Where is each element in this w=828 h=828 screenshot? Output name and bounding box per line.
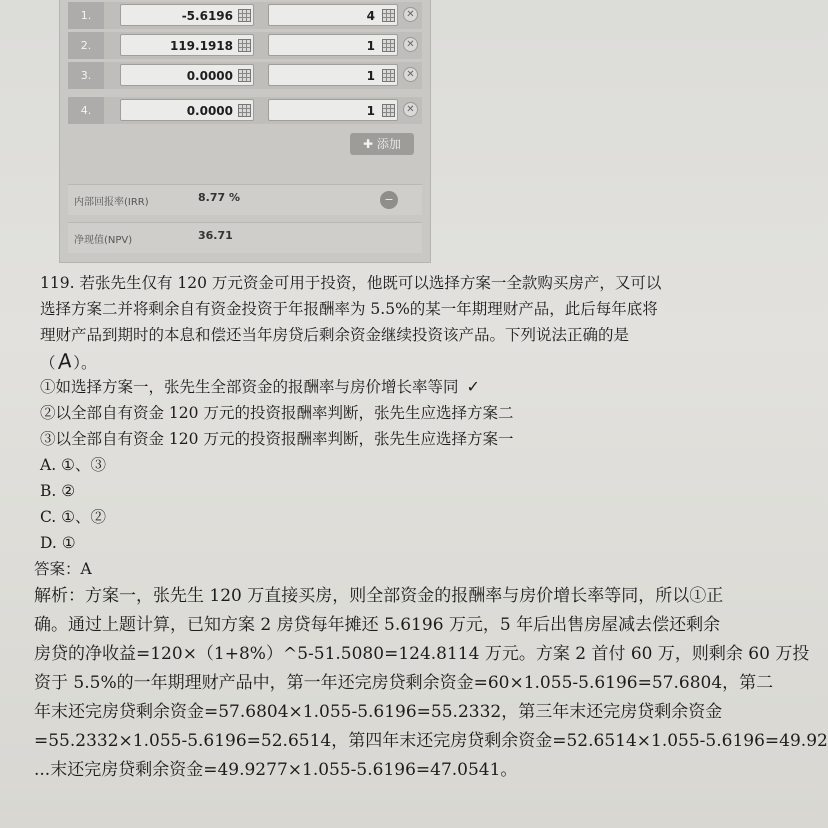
explanation-line: 房贷的净收益=120×（1+8%）^5-51.5080=124.8114 万元。方案 2 首付 60 万，则剩余 60 万投 bbox=[34, 644, 810, 664]
explanation-line: 资于 5.5%的一年期理财产品中，第一年还完房贷剩余资金=60×1.055-5.6196=57.6804，第二 bbox=[34, 673, 774, 693]
explanation-line: 年末还完房贷剩余资金=57.6804×1.055-5.6196=55.2332，第三年末还完房贷剩余资金 bbox=[34, 702, 723, 722]
explanation-line: =55.2332×1.055-5.6196=52.6514，第四年末还完房贷剩余资金=52.6514×1.055-5.6196=49.92 bbox=[34, 731, 828, 751]
cashflow-row bbox=[68, 2, 422, 29]
cashflow-row bbox=[68, 32, 422, 59]
cashflow-count-input[interactable] bbox=[268, 64, 398, 86]
explanation bbox=[34, 582, 828, 785]
statement: ②以全部自有资金 120 万元的投资报酬率判断，张先生应选择方案二 bbox=[40, 404, 514, 422]
minus-icon[interactable]: − bbox=[380, 191, 398, 209]
calculator-icon[interactable] bbox=[382, 39, 395, 52]
question-line: 理财产品到期时的本息和偿还当年房贷后剩余资金继续投资该产品。下列说法正确的是 bbox=[40, 326, 630, 344]
cashflow-count-input[interactable] bbox=[268, 34, 398, 56]
explanation-line: 解析：方案一，张先生 120 万直接买房，则全部资金的报酬率与房价增长率等同，所以①正 bbox=[34, 586, 724, 606]
option: B. ② bbox=[40, 482, 76, 500]
calculator-icon[interactable] bbox=[238, 69, 251, 82]
option: C. ①、② bbox=[40, 508, 107, 526]
cashflow-count: 1 bbox=[366, 39, 375, 53]
handwritten-answer: A bbox=[55, 348, 73, 374]
irr-result bbox=[68, 184, 422, 215]
cashflow-row bbox=[68, 62, 422, 89]
close-icon[interactable]: ✕ bbox=[403, 67, 418, 82]
close-icon[interactable]: ✕ bbox=[403, 7, 418, 22]
option: D. ① bbox=[40, 534, 76, 552]
calculator-icon[interactable] bbox=[238, 39, 251, 52]
close-icon[interactable]: ✕ bbox=[403, 37, 418, 52]
calculator-icon[interactable] bbox=[238, 9, 251, 22]
close-icon[interactable]: ✕ bbox=[403, 102, 418, 117]
cashflow-value: 119.1918 bbox=[169, 39, 233, 53]
cashflow-count-input[interactable] bbox=[268, 4, 398, 26]
plus-icon: ✚ bbox=[363, 137, 377, 151]
statement: ③以全部自有资金 120 万元的投资报酬率判断，张先生应选择方案一 bbox=[40, 430, 514, 448]
question-block bbox=[34, 270, 828, 785]
cashflow-count: 1 bbox=[366, 104, 375, 118]
check-mark: ✓ bbox=[466, 377, 480, 396]
question-line: 119. 若张先生仅有 120 万元资金可用于投资，他既可以选择方案一全款购买房产，又可以 bbox=[40, 274, 662, 292]
cashflow-count: 4 bbox=[366, 9, 375, 23]
calculator-icon[interactable] bbox=[382, 9, 395, 22]
cashflow-value: -5.6196 bbox=[181, 9, 233, 23]
cashflow-value: 0.0000 bbox=[186, 104, 233, 118]
explanation-line: ...末还完房贷剩余资金=49.9277×1.055-5.6196=47.0541。 bbox=[34, 760, 518, 780]
row-number: 1. bbox=[68, 2, 104, 29]
paren-close: ）。 bbox=[73, 354, 97, 372]
cashflow-calculator bbox=[60, 0, 430, 262]
explanation-line: 确。通过上题计算，已知方案 2 房贷每年摊还 5.6196 万元，5 年后出售房屋减去偿还剩余 bbox=[34, 615, 721, 635]
npv-label: 净现值(NPV) bbox=[74, 235, 133, 246]
cashflow-count-input[interactable] bbox=[268, 99, 398, 121]
row-number: 2. bbox=[68, 32, 104, 59]
calculator-icon[interactable] bbox=[238, 104, 251, 117]
npv-result bbox=[68, 222, 422, 253]
calculator-icon[interactable] bbox=[382, 69, 395, 82]
statement-text: ①如选择方案一，张先生全部资金的报酬率与房价增长率等同 bbox=[40, 378, 459, 396]
row-number: 3. bbox=[68, 62, 104, 89]
cashflow-value-input[interactable] bbox=[120, 99, 254, 121]
npv-value: 36.71 bbox=[198, 229, 233, 242]
add-label: 添加 bbox=[376, 137, 401, 151]
option: A. ①、③ bbox=[40, 456, 106, 474]
cashflow-value-input[interactable] bbox=[120, 34, 254, 56]
statement bbox=[40, 374, 828, 400]
cashflow-value-input[interactable] bbox=[120, 64, 254, 86]
answer-blank bbox=[40, 348, 828, 374]
cashflow-count: 1 bbox=[366, 69, 375, 83]
irr-label: 内部回报率(IRR) bbox=[74, 197, 149, 208]
answer: 答案：A bbox=[34, 560, 92, 578]
irr-value: 8.77 % bbox=[198, 191, 240, 204]
cashflow-row bbox=[68, 97, 422, 124]
add-button[interactable] bbox=[350, 133, 414, 155]
cashflow-value-input[interactable] bbox=[120, 4, 254, 26]
calculator-icon[interactable] bbox=[382, 104, 395, 117]
question-line: 选择方案二并将剩余自有资金投资于年报酬率为 5.5%的某一年期理财产品，此后每年底将 bbox=[40, 300, 658, 318]
row-number: 4. bbox=[68, 97, 104, 124]
paren-open: （ bbox=[40, 354, 56, 372]
cashflow-value: 0.0000 bbox=[186, 69, 233, 83]
